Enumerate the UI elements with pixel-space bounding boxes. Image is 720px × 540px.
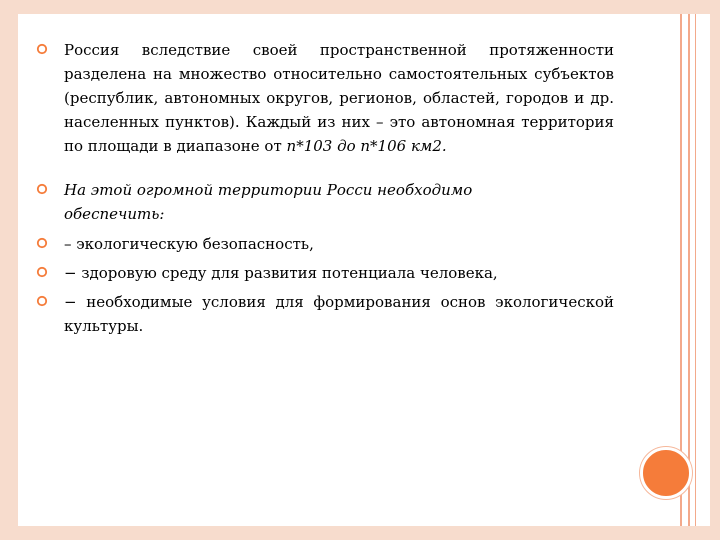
decorative-rule [695, 14, 696, 526]
paragraph-territory: На этой огромной территории Росси необходимо обеспечить: [64, 181, 473, 223]
list-item-text: − здоровую среду для развития потенциала человека, [64, 264, 498, 282]
paragraph-russia [64, 38, 614, 158]
bottom-border [0, 526, 720, 540]
list-item-text: – экологическую безопасность, [64, 235, 314, 253]
paragraph-emphasis: n*103 до n*106 км2. [286, 137, 447, 155]
paragraph-text: Россия вследствие своей пространственной протяженности разделена на множество относительно самостоятельных субъектов (республик, автономных округов, регионов, областей, городов и др. населенных пунктов). Каждый из них – это автономная территория по площади в диапазоне от [64, 41, 614, 155]
top-border [0, 0, 720, 14]
decorative-circle [640, 447, 692, 499]
decorative-rule [688, 14, 690, 526]
circle-bullet-icon [36, 295, 48, 307]
slide-content [30, 38, 614, 338]
bullet-item [30, 178, 614, 226]
circle-bullet-icon [36, 237, 48, 249]
bullet-item [30, 38, 614, 158]
circle-bullet-icon [36, 43, 48, 55]
list-item [30, 261, 614, 285]
list-item [30, 290, 614, 338]
decorative-rule [680, 14, 682, 526]
circle-bullet-icon [36, 266, 48, 278]
list-item-text: − необходимые условия для формирования основ экологической культуры. [64, 293, 614, 335]
circle-bullet-icon [36, 183, 48, 195]
list-item [30, 232, 614, 256]
right-border [710, 0, 720, 540]
left-border [0, 0, 18, 540]
